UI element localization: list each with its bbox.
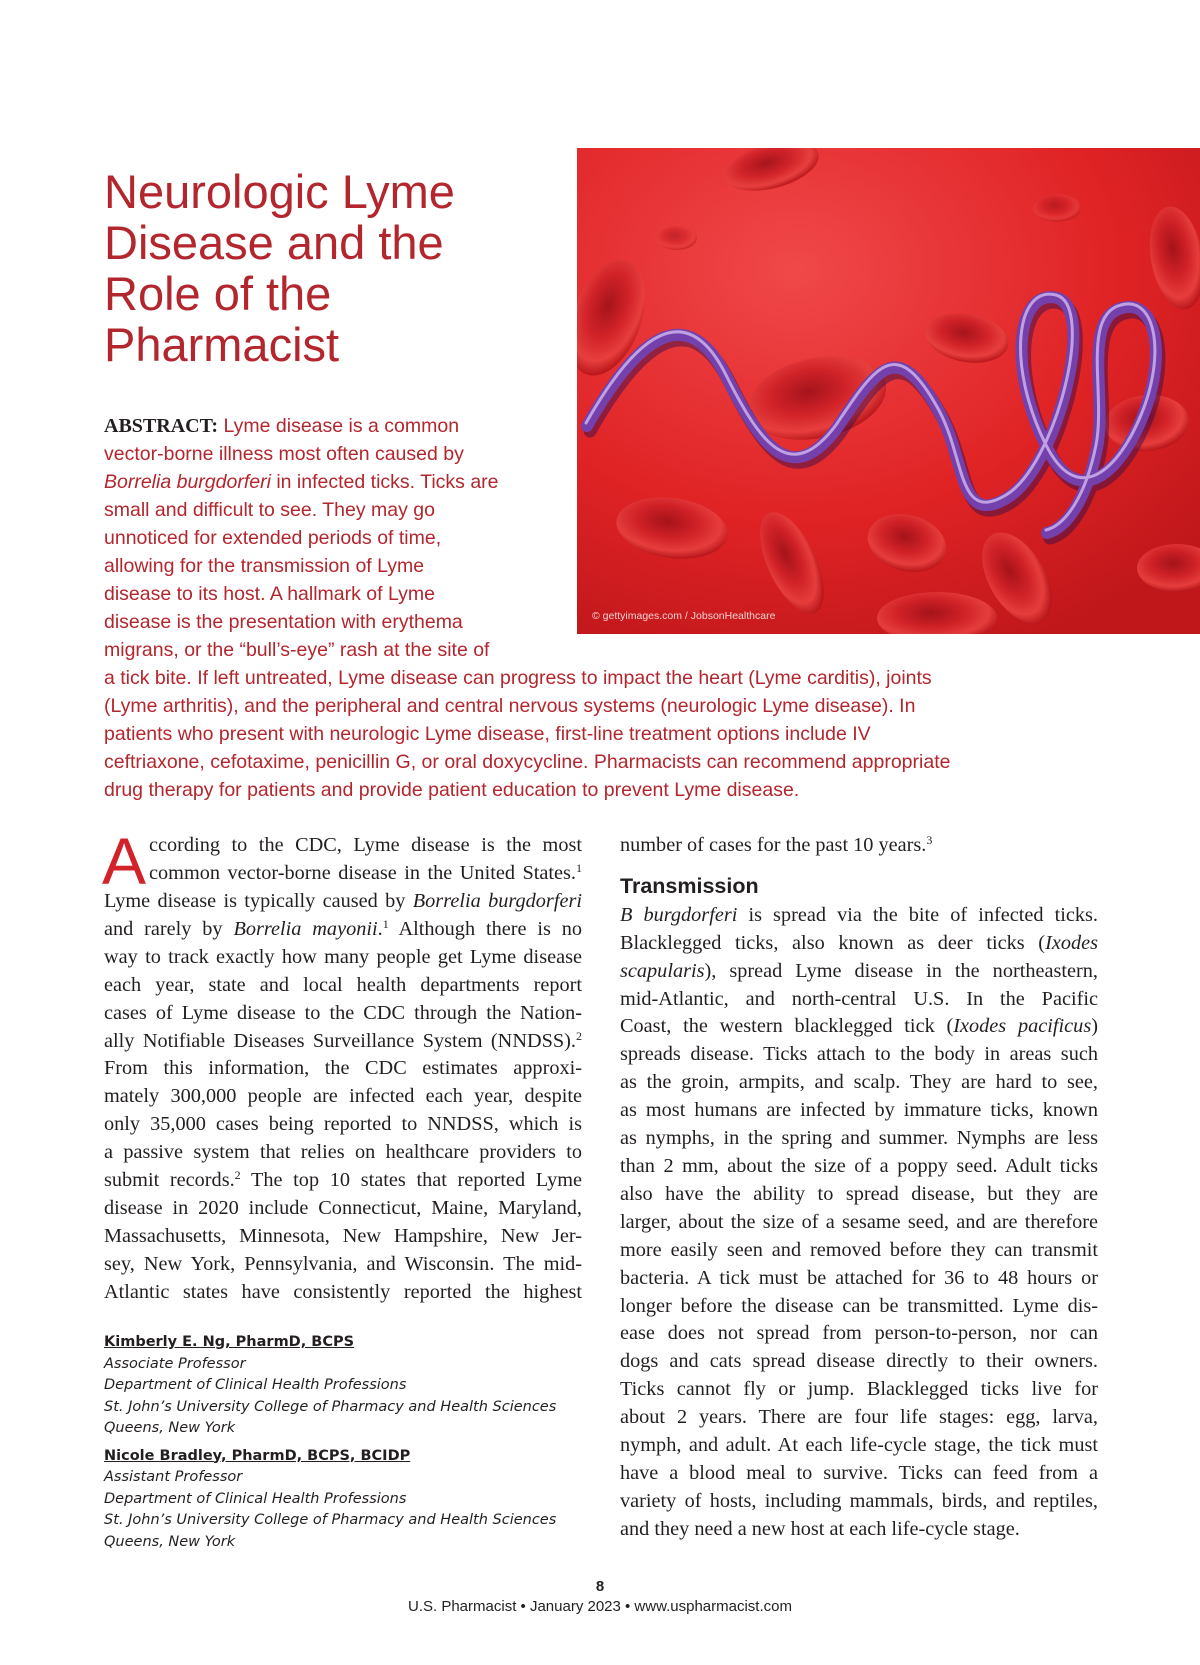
title-line: Pharmacist: [104, 318, 340, 371]
body-line: and they need a new host at each life-cycle stage.: [620, 1517, 1020, 1540]
body-line: variety of hosts, including mammals, birds, and reptiles,: [620, 1489, 1098, 1512]
body-line: have a blood meal to survive. Ticks can feed from a: [620, 1461, 1098, 1484]
body-line: bacteria. A tick must be attached for 36 to 48 hours or: [620, 1266, 1098, 1289]
author-department: Department of Clinical Health Professions: [104, 1377, 407, 1393]
body-line: Atlantic states have consistently reported the highest: [104, 1280, 582, 1303]
author-title: Associate Professor: [104, 1355, 246, 1372]
body-line: mid-Atlantic, and north-central U.S. In the Pacific: [620, 987, 1098, 1010]
body-line: as nymphs, in the spring and summer. Nymphs are less: [620, 1127, 1098, 1150]
abstract-label: ABSTRACT:: [104, 415, 219, 437]
abstract-text: disease is the presentation with erythema: [104, 611, 463, 633]
body-line: as the groin, armpits, and scalp. They are hard to see,: [620, 1071, 1098, 1094]
author-name: Nicole Bradley, PharmD, BCPS, BCIDP: [104, 1447, 411, 1464]
citation: 1: [576, 860, 582, 875]
abstract-text: Lyme disease is a common: [218, 415, 460, 437]
title-line: Neurologic Lyme: [104, 165, 455, 218]
body-line: and rarely by Borrelia mayonii.$^1$ Although there is no: [104, 916, 583, 940]
page-number: 8: [595, 1578, 605, 1595]
body-line: number of cases for the past 10 years.$^3$: [620, 833, 933, 856]
body-line: longer before the disease can be transmitted. Lyme dis-: [620, 1294, 1098, 1317]
abstract-text: (Lyme arthritis), and the peripheral and central nervous systems (neurologic Lyme disease). In: [104, 695, 916, 717]
abstract-text: in infected ticks. Ticks are: [270, 471, 499, 493]
abstract-text: small and difficult to see. They may go: [104, 499, 435, 521]
body-line: each year, state and local health departments report: [104, 973, 582, 996]
article-title: [104, 166, 574, 370]
body-line: mately 300,000 people are infected each year, despite: [104, 1085, 582, 1108]
author-college: St. John’s University College of Pharmacy and Health Sciences: [104, 1398, 557, 1415]
body-line: scapularis), spread Lyme disease in the northeastern,: [620, 959, 1098, 982]
body-line: also have the ability to spread disease, but they are: [620, 1182, 1098, 1205]
author-location: Queens, New York: [104, 1533, 236, 1550]
body-line: ally Notifiable Diseases Surveillance System (NNDSS).$^2$: [104, 1028, 582, 1052]
body-line: ccording to the CDC, Lyme disease is the most: [149, 834, 582, 856]
page-footer: U.S. Pharmacist • January 2023 • www.uspharmacist.com: [408, 1598, 792, 1615]
body-line: nymph, and adult. At each life-cycle stage, the tick must: [620, 1434, 1098, 1457]
body-line: cases of Lyme disease to the CDC through the Nation-: [104, 1001, 582, 1024]
citation: 1: [382, 916, 389, 931]
abstract-text: patients who present with neurologic Lyme disease, first-line treatment options include IV: [104, 723, 871, 745]
body-line: Coast, the western blacklegged tick (Ixodes pacificus): [620, 1015, 1098, 1038]
title-line: Role of the: [104, 267, 332, 320]
author-college: St. John’s University College of Pharmacy and Health Sciences: [104, 1512, 557, 1528]
body-line: as most humans are infected by immature ticks, known: [620, 1099, 1098, 1122]
body-line: larger, about the size of a sesame seed, and are therefore: [620, 1210, 1098, 1233]
abstract-text: unnoticed for extended periods of time,: [104, 527, 442, 549]
author-name: Kimberly E. Ng, PharmD, BCPS: [104, 1334, 355, 1350]
title-line: Disease and the: [104, 216, 444, 269]
body-line: way to track exactly how many people get Lyme disease: [104, 945, 582, 968]
abstract: [104, 412, 1104, 804]
citation: 3: [926, 833, 933, 847]
citation: 2: [576, 1028, 582, 1043]
author-location: Queens, New York: [104, 1420, 236, 1436]
image-credit: © gettyimages.com / JobsonHealthcare: [592, 610, 776, 622]
drop-cap: A: [102, 824, 147, 898]
body-line: than 2 mm, about the size of a poppy seed. Adult ticks: [620, 1154, 1098, 1177]
abstract-text: disease to its host. A hallmark of Lyme: [104, 583, 435, 605]
body-line: a passive system that relies on healthcare providers to: [104, 1141, 582, 1164]
citation: 2: [234, 1168, 241, 1183]
body-line: Massachusetts, Minnesota, New Hampshire, New Jer-: [104, 1224, 582, 1247]
body-line: Ticks cannot fly or jump. Blacklegged ticks live for: [620, 1378, 1098, 1401]
body-column-left: [102, 824, 583, 1307]
abstract-text: migrans, or the “bull’s-eye” rash at the site of: [104, 639, 490, 661]
body-line: more easily seen and removed before they can transmit: [620, 1238, 1098, 1261]
abstract-text: allowing for the transmission of Lyme: [104, 555, 425, 577]
body-line: about 2 years. There are four life stages: egg, larva,: [620, 1406, 1098, 1429]
body-line: spreads disease. Ticks attach to the body in areas such: [620, 1043, 1098, 1066]
body-line: sey, New York, Pennsylvania, and Wisconsin. The mid-: [104, 1252, 582, 1275]
body-line: Blacklegged ticks, also known as deer ticks (Ixodes: [620, 931, 1098, 954]
body-line: ease does not spread from person-to-person, nor can: [620, 1322, 1098, 1345]
abstract-text: vector-borne illness most often caused by: [104, 443, 464, 465]
body-line: dogs and cats spread disease directly to their owners.: [620, 1350, 1098, 1373]
body-line: Lyme disease is typically caused by Borrelia burgdorferi: [104, 890, 582, 912]
body-column-right: [620, 832, 1098, 1544]
author-department: Department of Clinical Health Professions: [104, 1490, 407, 1507]
author-title: Assistant Professor: [104, 1469, 243, 1485]
body-line: common vector-borne disease in the United States.$^1$: [149, 860, 582, 884]
author-info: [104, 1332, 582, 1553]
body-line: From this information, the CDC estimates approxi-: [104, 1057, 582, 1080]
abstract-text: a tick bite. If left untreated, Lyme disease can progress to impact the heart (Lyme carditis), joints: [104, 667, 932, 689]
section-heading: Transmission: [620, 873, 759, 898]
body-line: B burgdorferi is spread via the bite of infected ticks.: [620, 903, 1098, 926]
abstract-text: drug therapy for patients and provide patient education to prevent Lyme disease.: [104, 779, 800, 801]
body-line: disease in 2020 include Connecticut, Maine, Maryland,: [104, 1196, 582, 1219]
abstract-text: ceftriaxone, cefotaxime, penicillin G, or oral doxycycline. Pharmacists can recommend appropriate: [104, 751, 951, 773]
abstract-species: Borrelia burgdorferi: [104, 471, 271, 493]
body-line: submit records.$^2$ The top 10 states that reported Lyme: [104, 1168, 582, 1192]
body-line: only 35,000 cases being reported to NNDSS, which is: [104, 1113, 582, 1136]
